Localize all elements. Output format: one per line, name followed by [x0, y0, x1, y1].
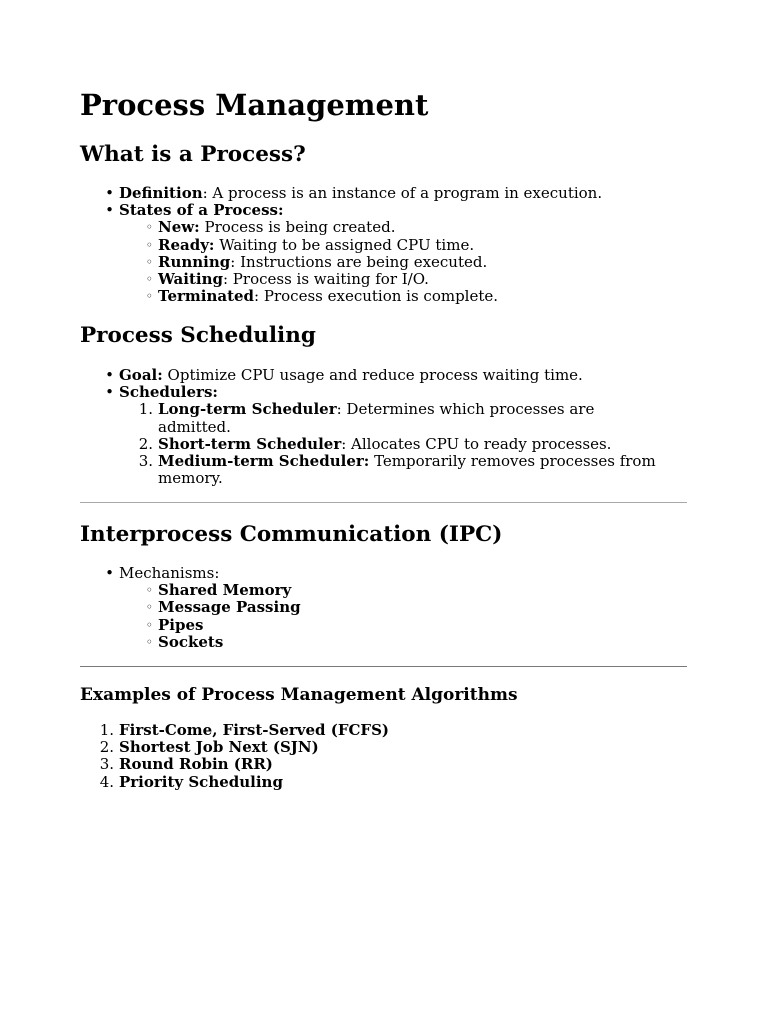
list-item-mechanism: [80, 599, 687, 616]
list-item-continuation: [80, 419, 687, 436]
bullet-circle: ◦: [145, 272, 153, 287]
algorithm-label: Round Robin (RR): [119, 755, 273, 774]
list-number: 3.: [138, 452, 153, 471]
process-scheduling-list: [80, 367, 687, 487]
list-item-state-new: [80, 219, 687, 236]
state-label: Running: [158, 252, 231, 271]
list-item-goal: [80, 367, 687, 384]
list-item-algorithm: [80, 739, 687, 756]
mechanism-label: Message Passing: [158, 598, 301, 617]
list-item-continuation: [80, 470, 687, 487]
heading-what-is-a-process: What is a Process?: [80, 142, 306, 167]
list-item-definition: [80, 185, 687, 202]
states-label: States of a Process:: [119, 201, 284, 220]
bullet-circle: ◦: [145, 583, 153, 598]
list-number: 1.: [138, 400, 153, 419]
bullet-circle: ◦: [145, 289, 153, 304]
list-number: 2.: [99, 738, 114, 757]
list-item-mechanisms: [80, 565, 687, 582]
heading-process-scheduling: Process Scheduling: [80, 323, 316, 348]
scheduler-label: Long-term Scheduler: [158, 400, 337, 419]
bullet-circle: ◦: [145, 220, 153, 235]
horizontal-rule: [80, 502, 687, 503]
schedulers-label: Schedulers:: [119, 383, 218, 402]
mechanism-label: Sockets: [158, 632, 224, 651]
process-definition-list: [80, 185, 687, 305]
list-item-schedulers: [80, 384, 687, 401]
list-item-mechanism: [80, 582, 687, 599]
list-item-short-term-scheduler: [80, 436, 687, 453]
definition-text: : A process is an instance of a program in execution.: [202, 184, 603, 202]
mechanism-label: Shared Memory: [158, 581, 292, 600]
definition-label: Definition: [119, 184, 203, 202]
bullet-circle: ◦: [145, 634, 153, 649]
list-number: 3.: [99, 755, 114, 774]
list-item-state-ready: [80, 237, 687, 254]
scheduler-text-continued: admitted.: [158, 417, 231, 436]
state-label: Terminated: [158, 287, 255, 306]
ipc-list: [80, 565, 687, 651]
algorithm-label: Shortest Job Next (SJN): [119, 738, 319, 757]
bullet-disc: •: [105, 201, 114, 220]
heading-algorithm-examples: Examples of Process Management Algorithms: [80, 685, 518, 705]
goal-text: Optimize CPU usage and reduce process waiting time.: [162, 366, 583, 384]
mechanism-label: Pipes: [158, 615, 204, 634]
list-item-algorithm: [80, 722, 687, 739]
state-label: Ready:: [158, 235, 215, 254]
list-item-medium-term-scheduler: [80, 453, 687, 470]
state-text: Waiting to be assigned CPU time.: [214, 235, 475, 254]
state-text: : Process is waiting for I/O.: [222, 270, 429, 289]
scheduler-label: Short-term Scheduler: [158, 434, 342, 453]
bullet-disc: •: [105, 383, 114, 402]
algorithms-list: [80, 722, 687, 791]
scheduler-text-continued: memory.: [158, 469, 223, 488]
state-text: Process is being created.: [199, 218, 396, 237]
bullet-disc: •: [105, 564, 114, 582]
list-number: 2.: [138, 434, 153, 453]
state-label: New:: [158, 218, 200, 237]
list-item-mechanism: [80, 617, 687, 634]
bullet-circle: ◦: [145, 237, 153, 252]
horizontal-rule: [80, 666, 687, 667]
algorithm-label: Priority Scheduling: [119, 772, 283, 791]
bullet-circle: ◦: [145, 600, 153, 615]
scheduler-text: : Determines which processes are: [336, 400, 595, 419]
bullet-circle: ◦: [145, 254, 153, 269]
algorithm-label: First-Come, First-Served (FCFS): [119, 721, 390, 739]
list-item-state-running: [80, 254, 687, 271]
scheduler-text: : Allocates CPU to ready processes.: [341, 434, 612, 453]
list-item-state-terminated: [80, 288, 687, 305]
bullet-disc: •: [105, 366, 114, 384]
state-label: Waiting: [158, 270, 223, 289]
list-item-algorithm: [80, 756, 687, 773]
bullet-circle: ◦: [145, 617, 153, 632]
scheduler-label: Medium-term Scheduler:: [158, 452, 370, 471]
scheduler-text: Temporarily removes processes from: [369, 452, 656, 471]
bullet-disc: •: [105, 184, 114, 202]
page-title: Process Management: [80, 88, 429, 122]
state-text: : Process execution is complete.: [254, 287, 499, 306]
heading-ipc: Interprocess Communication (IPC): [80, 522, 503, 547]
list-item-algorithm: [80, 774, 687, 791]
list-item-states: [80, 202, 687, 219]
list-item-mechanism: [80, 634, 687, 651]
list-number: 4.: [99, 772, 114, 791]
list-item-long-term-scheduler: [80, 401, 687, 418]
state-text: : Instructions are being executed.: [230, 252, 488, 271]
list-item-state-waiting: [80, 271, 687, 288]
mechanisms-label: Mechanisms:: [119, 564, 220, 582]
goal-label: Goal:: [119, 366, 163, 384]
list-number: 1.: [99, 721, 114, 739]
